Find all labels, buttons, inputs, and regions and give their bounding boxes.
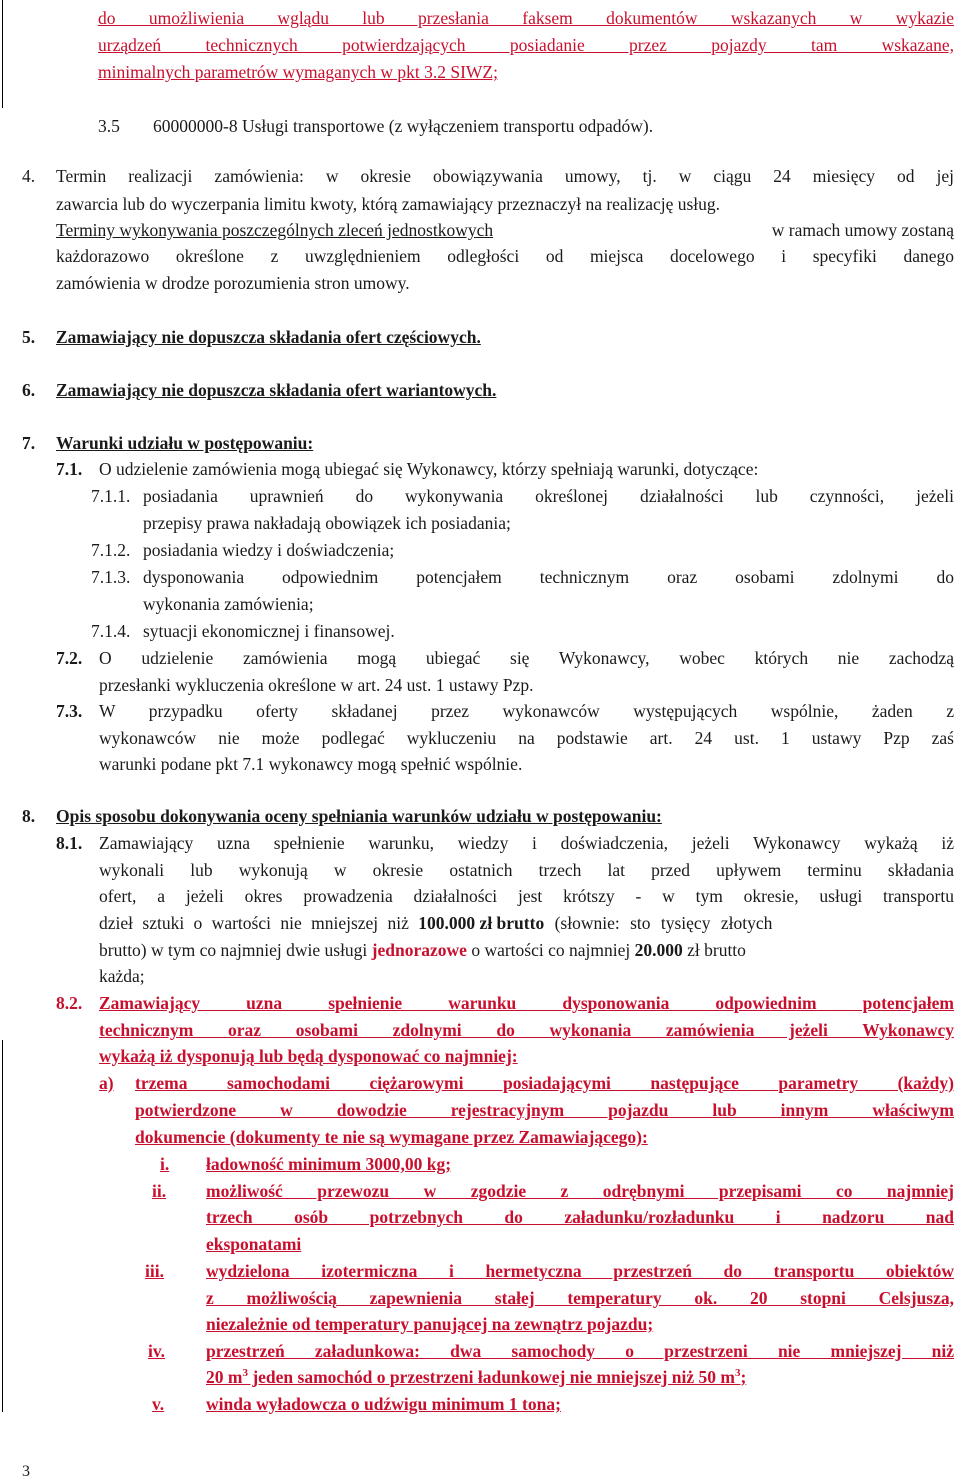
item-7-heading: Warunki udziału w postępowaniu: [56,433,314,453]
roman-v-line-1: winda wyładowcza o udźwigu minimum 1 tona; [206,1394,561,1414]
item-8-1-line-4-c: (słownie: sto tysięcy złotych [544,913,773,933]
roman-v-number: v. [152,1394,165,1414]
item-8-2-line-1: Zamawiający uzna spełnienie warunku dysponowania odpowiednim potencjałem [99,993,954,1013]
item-8-1-line-1: Zamawiający uzna spełnienie warunku, wiedzy i doświadczenia, jeżeli Wykonawcy wykażą iż [99,833,954,853]
top-red-line-2: urządzeń technicznych potwierdzających posiadanie przez pojazdy tam wskazane, [98,35,954,55]
item-4-line-5: zamówienia w drodze porozumienia stron umowy. [56,273,410,293]
item-8-1-line-6: każda; [99,966,145,986]
roman-iv-number: iv. [148,1341,166,1361]
item-4-line-3-rest: w ramach umowy zostaną [771,220,954,240]
roman-iv-line-2-a: 20 m [206,1367,243,1387]
roman-iv-line-2-b: jeden samochód o przestrzeni ładunkowej nie mniejszej niż 50 m [247,1367,735,1387]
roman-iv-sup-2: 3 [735,1367,741,1379]
item-7-2-number: 7.2. [56,648,83,668]
item-7-1-1-line-1: posiadania uprawnień do wykonywania określonej działalności lub czynności, jeżeli [143,486,954,506]
item-4-line-3 [56,220,954,240]
item-7-3-line-3: warunki podane pkt 7.1 wykonawcy mogą spełnić wspólnie. [99,754,523,774]
item-7-1-4-text: sytuacji ekonomicznej i finansowej. [143,621,395,641]
roman-i-number: i. [160,1154,170,1174]
item-8-1-line-4-a: dzieł sztuki o wartości nie mniejszej niż [99,913,419,933]
roman-ii-line-2: trzech osób potrzebnych do załadunku/rozładunku i nadzoru nad [206,1207,954,1227]
item-8-2-line-2: technicznym oraz osobami zdolnymi do wykonania zamówienia jeżeli Wykonawcy [99,1020,954,1040]
top-red-line-1: do umożliwienia wglądu lub przesłania faksem dokumentów wskazanych w wykazie [98,8,954,28]
item-8-1-amount-20000: 20.000 [634,940,683,960]
item-7-3-line-1: W przypadku oferty składanej przez wykonawców występujących wspólnie, żaden z [99,701,954,721]
item-3-5-text: 60000000-8 Usługi transportowe (z wyłączeniem transportu odpadów). [153,116,654,136]
item-4-line-4: każdorazowo określone z uwzględnieniem odległości od miejsca docelowego i specyfiki danego [56,246,954,266]
item-8-1-line-5-e: zł brutto [682,940,746,960]
roman-iv-line-1: przestrzeń załadunkowa: dwa samochody o przestrzeni nie mniejszej niż [206,1341,954,1361]
item-7-2-line-2: przesłanki wykluczenia określone w art. 24 ust. 1 ustawy Pzp. [99,675,534,695]
roman-iv-sup-1: 3 [242,1367,248,1379]
item-8-1-line-5-a: brutto) w tym co najmniej dwie usługi [99,940,372,960]
item-7-1-number: 7.1. [56,459,83,479]
item-8-1-number: 8.1. [56,833,83,853]
roman-ii-line-3: eksponatami [206,1234,302,1254]
item-a-number: a) [99,1073,114,1093]
item-8-1-line-5-c: o wartości co najmniej [466,940,635,960]
item-7-3-line-2: wykonawców nie może podlegać wykluczeniu na podstawie art. 24 ust. 1 ustawy Pzp zaś [99,728,954,748]
item-7-3-number: 7.3. [56,701,83,721]
roman-iv-line-2-c: ; [740,1367,747,1387]
item-8-2-number: 8.2. [56,993,83,1013]
item-7-1-1-number: 7.1.1. [91,486,131,506]
roman-iii-number: iii. [145,1261,164,1281]
item-5-heading: Zamawiający nie dopuszcza składania ofert częściowych. [56,327,481,347]
item-8-1-line-5 [99,940,746,960]
item-8-2-line-3: wykażą iż dysponują lub będą dysponować co najmniej: [99,1046,518,1066]
item-7-1-2-text: posiadania wiedzy i doświadczenia; [143,540,395,560]
item-7-1-3-line-1: dysponowania odpowiednim potencjałem technicznym oraz osobami zdolnymi do [143,567,954,587]
roman-iii-line-2: z możliwością zapewnienia stałej temperatury ok. 20 stopni Celsjusza, [206,1288,954,1308]
top-red-line-3: minimalnych parametrów wymaganych w pkt 3.2 SIWZ; [98,62,498,82]
item-a-line-2: potwierdzone w dowodzie rejestracyjnym pojazdu lub innym właściwym [135,1100,954,1120]
item-8-heading: Opis sposobu dokonywania oceny spełniania warunków udziału w postępowaniu: [56,806,662,826]
item-a-line-3: dokumencie (dokumenty te nie są wymagane przez Zamawiającego): [135,1127,648,1147]
item-7-number: 7. [22,433,36,453]
page-number: 3 [22,1463,30,1480]
item-8-1-jednorazowe: jednorazowe [371,940,467,960]
roman-i-line-1: ładowność minimum 3000,00 kg; [206,1154,452,1174]
roman-iv-line-2 [206,1367,746,1387]
item-7-2-line-1: O udzielenie zamówienia mogą ubiegać się Wykonawcy, wobec których nie zachodzą [99,648,954,668]
item-8-1-line-3: ofert, a jeżeli okres prowadzenia działalności jest krótszy - w tym okresie, usługi transportu [99,886,954,906]
item-8-1-line-2: wykonali lub wykonują w okresie ostatnich trzech lat przed upływem terminu składania [99,860,954,880]
item-4-line-3-underlined: Terminy wykonywania poszczególnych zleceń jednostkowych [56,220,494,240]
item-7-1-2-number: 7.1.2. [91,540,131,560]
item-6-number: 6. [22,380,36,400]
item-4-line-1: Termin realizacji zamówienia: w okresie obowiązywania umowy, tj. w ciągu 24 miesięcy od jej [56,166,954,186]
item-5-number: 5. [22,327,36,347]
item-7-1-3-line-2: wykonania zamówienia; [143,594,314,614]
roman-ii-number: ii. [152,1181,167,1201]
item-4-number: 4. [22,166,36,186]
margin-change-bar-top [2,0,3,108]
item-6-heading: Zamawiający nie dopuszcza składania ofert wariantowych. [56,380,497,400]
item-8-number: 8. [22,806,36,826]
roman-iii-line-1: wydzielona izotermiczna i hermetyczna przestrzeń do transportu obiektów [206,1261,954,1281]
item-a-line-1: trzema samochodami ciężarowymi posiadającymi następujące parametry (każdy) [135,1073,954,1093]
item-4-line-2: zawarcia lub do wyczerpania limitu kwoty, którą zamawiający przeznaczył na realizację usług. [56,194,721,214]
item-8-1-amount-100000: 100.000 zł brutto [418,913,545,933]
roman-iii-line-3: niezależnie od temperatury panującej na zewnątrz pojazdu; [206,1314,654,1334]
item-3-5-number: 3.5 [98,116,120,136]
item-7-1-3-number: 7.1.3. [91,567,131,587]
item-7-1-4-number: 7.1.4. [91,621,131,641]
item-7-1-text: O udzielenie zamówienia mogą ubiegać się Wykonawcy, którzy spełniają warunki, dotyczące: [99,459,759,479]
item-8-1-line-4 [99,913,954,933]
margin-change-bar-bottom [2,1040,3,1412]
roman-ii-line-1: możliwość przewozu w zgodzie z odrębnymi przepisami co najmniej [206,1181,954,1201]
item-7-1-1-line-2: przepisy prawa nakładają obowiązek ich posiadania; [143,513,511,533]
